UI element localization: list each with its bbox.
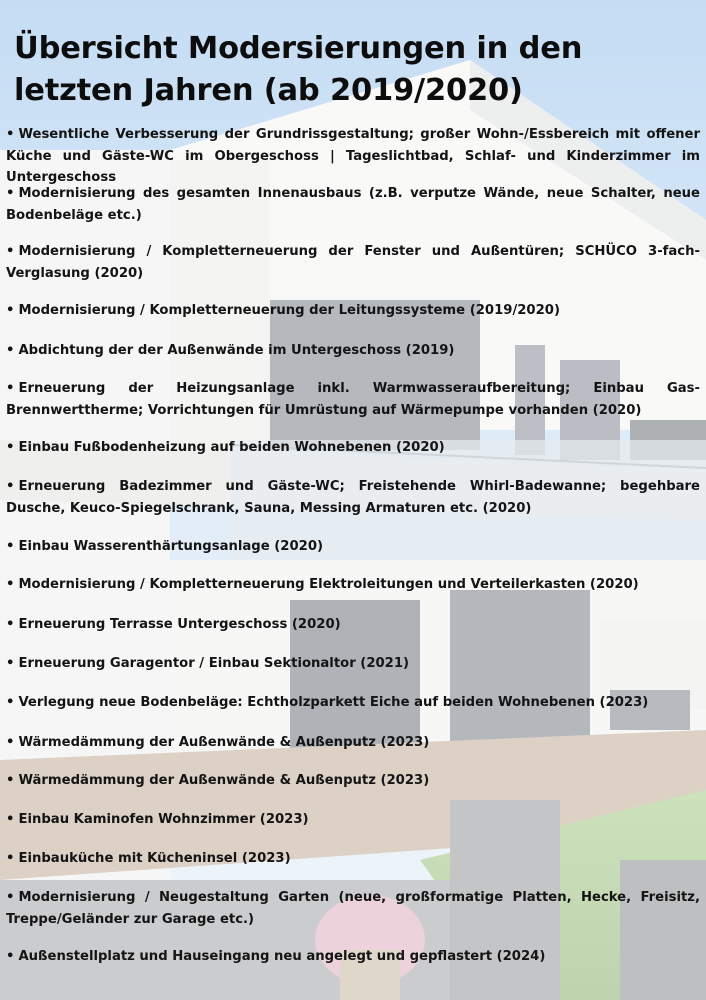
list-item bbox=[6, 887, 700, 930]
bullet: • bbox=[6, 127, 15, 142]
list-item-text: Erneuerung Badezimmer und Gäste-WC; Freistehende Whirl-Badewanne; begehbare Dusche, Keuco-Spiegelschrank, Sauna, Messing Armaturen etc. (2020) bbox=[6, 479, 700, 516]
bullet: • bbox=[6, 735, 15, 750]
list-item bbox=[6, 536, 700, 558]
bullet: • bbox=[6, 695, 15, 710]
list-item bbox=[6, 848, 700, 870]
bullet: • bbox=[6, 244, 15, 259]
bullet: • bbox=[6, 343, 15, 358]
list-item-text: Einbauküche mit Kücheninsel (2023) bbox=[18, 851, 291, 866]
bullet: • bbox=[6, 617, 15, 632]
list-item-text: Erneuerung Terrasse Untergeschoss (2020) bbox=[18, 617, 341, 632]
list-item-text: Modernisierung / Neugestaltung Garten (neue, großformatige Platten, Hecke, Freisitz, Treppe/Geländer zur Garage etc.) bbox=[6, 890, 700, 927]
bullet: • bbox=[6, 303, 15, 318]
list-item-text: Einbau Fußbodenheizung auf beiden Wohnebenen (2020) bbox=[18, 440, 445, 455]
bullet: • bbox=[6, 851, 15, 866]
bullet: • bbox=[6, 812, 15, 827]
list-item-text: Außenstellplatz und Hauseingang neu angelegt und gepflastert (2024) bbox=[18, 949, 546, 964]
list-item bbox=[6, 124, 700, 189]
bullet: • bbox=[6, 656, 15, 671]
bullet: • bbox=[6, 577, 15, 592]
bullet: • bbox=[6, 440, 15, 455]
list-item-text: Verlegung neue Bodenbeläge: Echtholzparkett Eiche auf beiden Wohnebenen (2023) bbox=[18, 695, 649, 710]
list-item-text: Modernisierung des gesamten Innenausbaus (z.B. verputze Wände, neue Schalter, neue Bodenbeläge etc.) bbox=[6, 186, 700, 223]
bullet: • bbox=[6, 479, 15, 494]
list-item-text: Einbau Kaminofen Wohnzimmer (2023) bbox=[18, 812, 309, 827]
list-item bbox=[6, 770, 700, 792]
list-item-text: Wärmedämmung der Außenwände & Außenputz (2023) bbox=[18, 773, 430, 788]
list-item bbox=[6, 378, 700, 421]
list-item bbox=[6, 183, 700, 226]
list-item bbox=[6, 809, 700, 831]
bullet: • bbox=[6, 949, 15, 964]
bullet: • bbox=[6, 186, 15, 201]
list-item-text: Modernisierung / Kompletterneuerung der Leitungssysteme (2019/2020) bbox=[18, 303, 560, 318]
list-item bbox=[6, 574, 700, 596]
list-item bbox=[6, 340, 700, 362]
list-item-text: Abdichtung der der Außenwände im Untergeschoss (2019) bbox=[18, 343, 455, 358]
list-item bbox=[6, 732, 700, 754]
list-item-text: Modernisierung / Kompletterneuerung der Fenster und Außentüren; SCHÜCO 3-fach-Verglasung (2020) bbox=[6, 244, 700, 281]
list-item bbox=[6, 476, 700, 519]
list-item bbox=[6, 241, 700, 284]
list-item-text: Einbau Wasserenthärtungsanlage (2020) bbox=[18, 539, 324, 554]
list-item-text: Erneuerung der Heizungsanlage inkl. Warmwasseraufbereitung; Einbau Gas-Brennwerttherme; Vorrichtungen für Umrüstung auf Wärmepumpe vorhanden (2020) bbox=[6, 381, 700, 418]
list-item-text: Erneuerung Garagentor / Einbau Sektionaltor (2021) bbox=[18, 656, 410, 671]
list-item bbox=[6, 300, 700, 322]
list-item bbox=[6, 437, 700, 459]
bullet: • bbox=[6, 539, 15, 554]
list-item bbox=[6, 946, 700, 968]
list-item-text: Modernisierung / Kompletterneuerung Elektroleitungen und Verteilerkasten (2020) bbox=[18, 577, 639, 592]
list-item-text: Wärmedämmung der Außenwände & Außenputz (2023) bbox=[18, 735, 430, 750]
bullet: • bbox=[6, 773, 15, 788]
page-title: Übersicht Modersierungen in den letzten Jahren (ab 2019/2020) bbox=[14, 31, 583, 108]
bullet: • bbox=[6, 381, 15, 396]
list-item-text: Wesentliche Verbesserung der Grundrissgestaltung; großer Wohn-/Essbereich mit offener Küche und Gäste-WC im Obergeschoss | Tageslichtbad, Schlaf- und Kinderzimmer im Untergeschoss bbox=[6, 127, 700, 185]
list-item bbox=[6, 653, 700, 675]
bullet: • bbox=[6, 890, 15, 905]
list-item bbox=[6, 692, 700, 714]
list-item bbox=[6, 614, 700, 636]
